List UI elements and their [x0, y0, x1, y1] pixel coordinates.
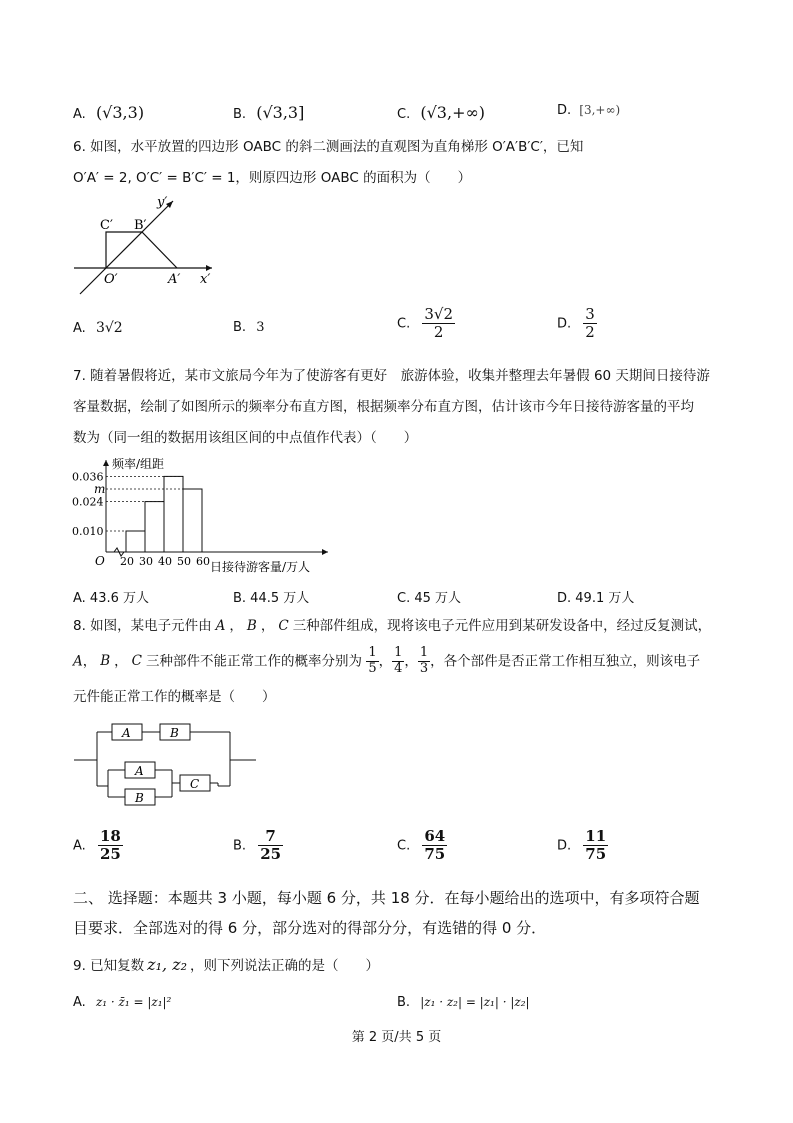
histogram-bar	[126, 531, 145, 552]
q9-stem	[73, 950, 379, 981]
y-tick-label: 0.010	[72, 525, 104, 538]
q9-stem-pre: 9. 已知复数	[73, 958, 145, 974]
q8-var-a: A	[73, 653, 83, 670]
q5-option-c-value: (√3,+∞)	[420, 103, 486, 122]
x-axis-arrow-icon	[322, 549, 328, 555]
q8-prob-b	[392, 646, 404, 677]
x-axis-arrow-icon	[206, 265, 212, 271]
fraction-denominator: 3	[419, 660, 429, 676]
q8-var-a: A	[215, 618, 226, 634]
fraction-numerator: 1	[368, 645, 377, 660]
q8-option-c-fraction	[422, 828, 447, 864]
q8-line2-mid: 三种部件不能正常工作的概率分别为	[146, 653, 363, 670]
q8-option-d-label: D.	[557, 838, 572, 854]
q8-var-c: C	[131, 653, 143, 670]
fraction-denominator: 4	[394, 660, 403, 676]
component-b-bottom-label: B	[135, 791, 144, 805]
fraction-denominator: 2	[433, 323, 444, 342]
fraction-denominator: 25	[99, 845, 121, 864]
y-axis-line	[80, 201, 173, 294]
page-footer: 第 2 页/共 5 页	[351, 1030, 442, 1045]
q6-option-c	[397, 306, 455, 342]
q8-stem-line2: A， B ， C 三种部件不能正常工作的概率分别为 $\frac{1}{5}$ ， $\frac{1}{4}$ ， $\frac{1}{3}$ ，各个部件是否正常工作相互独立，则该电子	[73, 645, 701, 676]
q6-option-a-value: 3√2	[95, 320, 123, 336]
q8-option-c-label: C.	[397, 838, 411, 854]
q9-option-b-expr: |z₁ · z₂| = |z₁| · |z₂|	[420, 995, 530, 1009]
label-y-prime: y′	[157, 195, 168, 210]
q6-option-b	[233, 320, 264, 335]
q7-stem-line1: 7. 随着暑假将近，某市文旅局今年为了使游客有更好 旅游体验，收集并整理去年暑假 60 天期间日接待游	[73, 368, 710, 384]
q5-option-b-label: B.	[233, 107, 247, 122]
q9-option-b-label: B.	[397, 995, 411, 1010]
q6-option-a	[73, 320, 123, 336]
q8-option-a-label: A.	[73, 838, 86, 854]
q7-option-c: C. 45 万人	[397, 591, 462, 606]
y-axis-label: 频率/组距	[112, 457, 165, 471]
x-tick-label: 60	[196, 555, 210, 568]
q5-option-c-label: C.	[397, 107, 411, 122]
q6-option-c-label: C.	[397, 316, 411, 332]
trapezoid-shape	[106, 232, 177, 268]
q6-stem-line1: 6. 如图，水平放置的四边形 OABC 的斜二测画法的直观图为直角梯形 O′A′B′C′，已知	[73, 139, 584, 155]
section2-heading-line2: 目要求．全部选对的得 6 分，部分选对的得部分分，有选错的得 0 分．	[73, 919, 547, 937]
label-b-prime: B′	[134, 218, 147, 233]
q6-stem-line2: O′A′ = 2, O′C′ = B′C′ = 1，则原四边形 OABC 的面积为（ ）	[73, 170, 472, 186]
component-a-top-label: A	[122, 726, 131, 740]
q8-stem-line3: 元件能正常工作的概率是（ ）	[73, 689, 276, 705]
q9-option-a-label: A.	[73, 995, 86, 1010]
q8-option-d-fraction	[583, 828, 608, 864]
q7-option-b: B. 44.5 万人	[233, 591, 310, 606]
q8-circuit-figure	[70, 718, 260, 810]
fraction-numerator: 64	[424, 827, 446, 845]
q9-option-a	[73, 995, 171, 1010]
q7-stem-line3: 数为（同一组的数据用该组区间的中点值作代表）（ ）	[73, 430, 418, 446]
q6-option-d-fraction	[583, 306, 597, 342]
q5-option-d	[557, 103, 620, 118]
fraction-denominator: 5	[368, 660, 377, 676]
q6-option-c-fraction	[422, 306, 455, 342]
label-x-prime: x′	[200, 272, 211, 287]
q6-figure	[70, 192, 220, 298]
fraction-numerator: 1	[394, 645, 403, 660]
q6-option-b-label: B.	[233, 320, 247, 335]
q5-option-c	[397, 103, 485, 122]
q6-option-d	[557, 306, 597, 342]
q7-histogram	[70, 454, 332, 578]
q6-option-b-value: 3	[256, 320, 265, 335]
histogram-bar	[164, 476, 183, 552]
q7-option-d: D. 49.1 万人	[557, 591, 635, 606]
fraction-numerator: 11	[585, 827, 607, 845]
x-tick-label: 50	[177, 555, 191, 568]
q5-option-d-value: [3,+∞)	[579, 103, 621, 117]
q8-option-a-fraction	[98, 828, 123, 864]
q5-option-b-value: (√3,3]	[256, 103, 305, 122]
q8-option-c	[397, 828, 447, 864]
histogram-bar	[145, 502, 164, 552]
q9-option-a-expr: z₁ · z̄₁ = |z₁|²	[95, 995, 172, 1009]
q6-option-d-label: D.	[557, 316, 572, 332]
fraction-denominator: 25	[260, 845, 282, 864]
component-a-mid-label: A	[135, 764, 144, 778]
y-tick-label: 0.024	[72, 495, 104, 509]
component-c-label: C	[190, 777, 200, 791]
component-b-top-label: B	[170, 726, 179, 740]
q8-var-b: B	[246, 618, 257, 634]
fraction-denominator: 75	[585, 845, 607, 864]
x-axis-label: 日接待游客量/万人	[210, 560, 311, 574]
q8-option-d	[557, 828, 608, 864]
y-tick-label: m	[94, 482, 106, 496]
q8-line1-pre: 8. 如图，某电子元件由	[73, 618, 212, 634]
q9-stem-post: ，则下列说法正确的是（ ）	[190, 958, 380, 974]
q8-option-b	[233, 828, 283, 864]
label-a-prime: A′	[168, 272, 181, 287]
fraction-denominator: 2	[585, 323, 595, 342]
x-tick-label: 40	[158, 555, 172, 568]
q5-option-a-value: (√3,3)	[95, 103, 145, 122]
q8-prob-c	[418, 646, 430, 677]
origin-label: O	[95, 554, 105, 568]
q8-line2-post: ，各个部件是否正常工作相互独立，则该电子	[430, 653, 701, 670]
x-tick-label: 30	[139, 555, 153, 568]
q8-prob-a	[366, 646, 378, 677]
q8-option-a	[73, 828, 123, 864]
q5-option-d-label: D.	[557, 103, 572, 118]
label-o-prime: O′	[104, 272, 118, 287]
q7-option-a: A. 43.6 万人	[73, 591, 150, 606]
q8-option-b-fraction	[258, 828, 283, 864]
label-c-prime: C′	[100, 218, 113, 233]
y-axis-arrow-icon	[103, 460, 109, 466]
q5-option-b	[233, 103, 304, 122]
x-tick-label: 20	[120, 555, 134, 568]
q8-stem-line1: 8. 如图，某电子元件由 A ， B ， C 三种部件组成，现将该电子元件应用到某研发设备中，经过反复测试，	[73, 618, 712, 634]
section2-heading-line1: 二、 选择题：本题共 3 小题，每小题 6 分，共 18 分．在每小题给出的选项中，有多项符合题	[73, 889, 700, 907]
q8-option-b-label: B.	[233, 838, 247, 854]
y-tick-label: 0.036	[72, 470, 104, 484]
q5-option-a-label: A.	[73, 107, 86, 122]
q8-var-b: B	[100, 653, 111, 670]
fraction-numerator: 1	[419, 645, 429, 660]
q9-option-b	[397, 995, 530, 1010]
fraction-numerator: 7	[258, 828, 283, 846]
q8-line1-post: 三种部件组成，现将该电子元件应用到某研发设备中，经过反复测试，	[292, 618, 712, 634]
q9-vars: z₁, z₂	[147, 955, 188, 974]
q7-stem-line2: 客量数据，绘制了如图所示的频率分布直方图，根据频率分布直方图，估计该市今年日接待游客量的平均	[73, 399, 694, 415]
fraction-numerator: 3	[585, 305, 595, 323]
q5-option-a	[73, 103, 144, 122]
fraction-numerator: 3√2	[424, 305, 454, 323]
fraction-numerator: 18	[99, 827, 121, 845]
histogram-bar	[183, 489, 202, 552]
q6-option-a-label: A.	[73, 321, 86, 336]
q8-var-c: C	[278, 618, 289, 634]
fraction-denominator: 75	[424, 845, 446, 864]
